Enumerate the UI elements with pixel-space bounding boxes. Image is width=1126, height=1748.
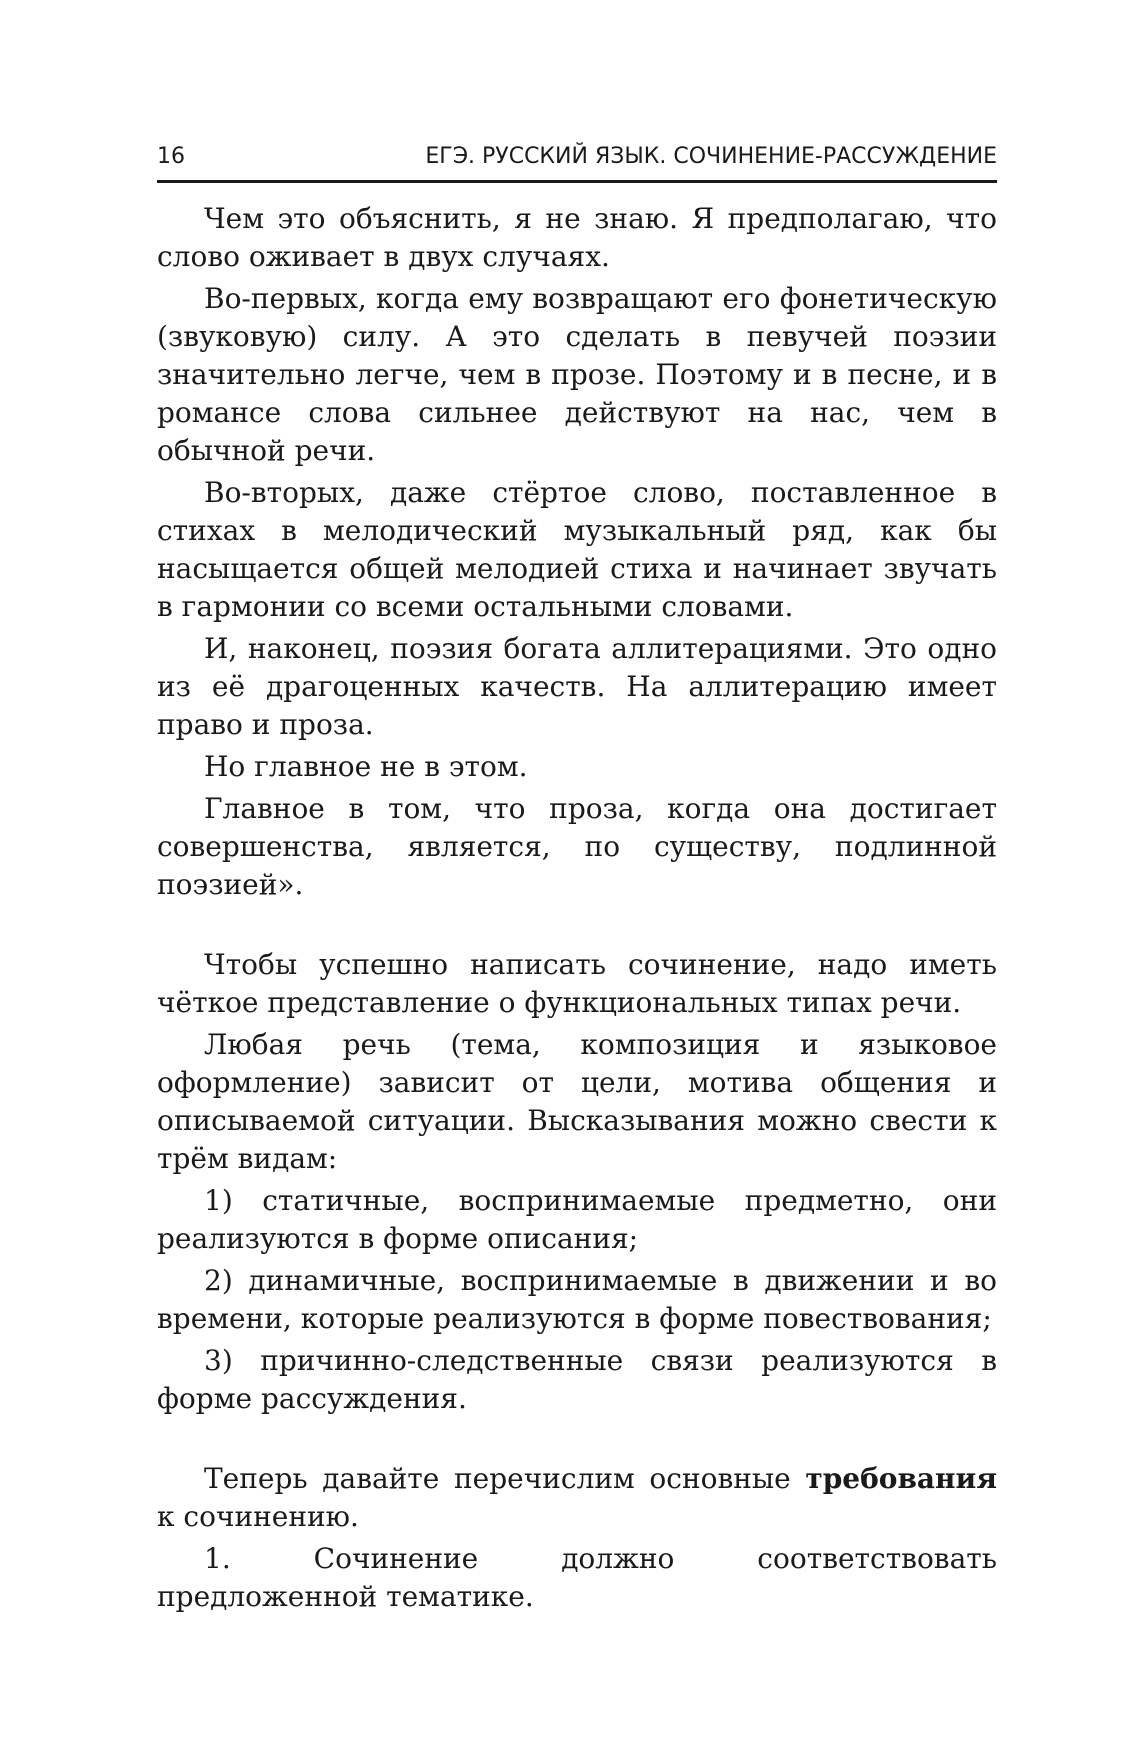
list-item: 3) причинно-следственные связи реализуются в форме рассуждения. [157, 1344, 997, 1415]
page-body [157, 200, 997, 1620]
running-title: ЕГЭ. РУССКИЙ ЯЗЫК. СОЧИНЕНИЕ-РАССУЖДЕНИЕ [425, 144, 997, 169]
paragraph: Любая речь (тема, композиция и языковое оформление) зависит от цели, мотива общения и описываемой ситуации. Высказывания можно свести к трём видам: [157, 1028, 997, 1175]
text-run: к сочинению. [157, 1500, 359, 1533]
bold-term: требования [805, 1462, 997, 1495]
page-number: 16 [157, 144, 185, 169]
paragraph: Чем это объяснить, я не знаю. Я предполагаю, что слово оживает в двух случаях. [157, 202, 997, 273]
paragraph: Но главное не в этом. [204, 750, 528, 783]
paragraph [157, 1460, 997, 1540]
section-gap [157, 1422, 997, 1460]
list-item: 1) статичные, воспринимаемые предметно, они реализуются в форме описания; [157, 1184, 997, 1255]
list-item: 1. Сочинение должно соответствовать предложенной тематике. [157, 1542, 997, 1613]
page-header [157, 140, 997, 183]
paragraph: Чтобы успешно написать сочинение, надо иметь чёткое представление о функциональных типах речи. [157, 948, 997, 1019]
list-item: 2) динамичные, воспринимаемые в движении и во времени, которые реализуются в форме повествования; [157, 1264, 997, 1335]
paragraph: Во-первых, когда ему возвращают его фонетическую (звуковую) силу. А это сделать в певучей поэзии значительно легче, чем в прозе. Поэтому и в песне, и в романсе слова сильнее действуют на нас, чем в обычной речи. [157, 282, 997, 467]
section-gap [157, 908, 997, 946]
text-run: Теперь давайте перечислим основные [204, 1462, 806, 1495]
paragraph: Во-вторых, даже стёртое слово, поставленное в стихах в мелодический музыкальный ряд, как бы насыщается общей мелодией стиха и начинает звучать в гармонии со всеми остальными словами. [157, 476, 997, 623]
paragraph: И, наконец, поэзия богата аллитерациями. Это одно из её драгоценных качеств. На аллитерацию имеет право и проза. [157, 632, 997, 741]
paragraph: Главное в том, что проза, когда она достигает совершенства, является, по существу, подлинной поэзией». [157, 792, 997, 901]
